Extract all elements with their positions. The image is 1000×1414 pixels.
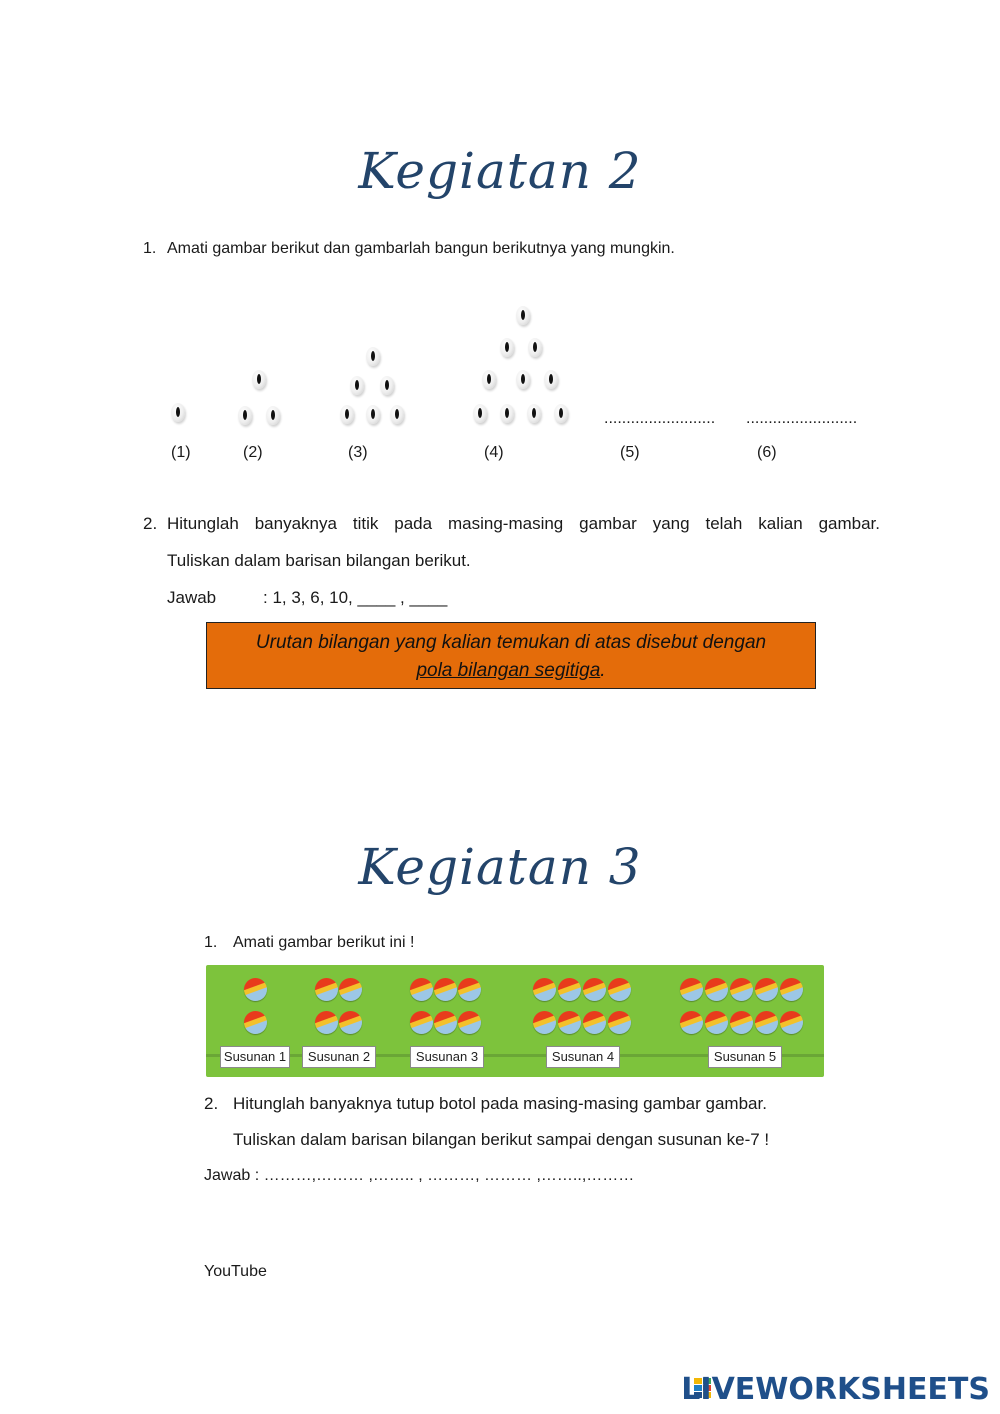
k3-q2-line1: Hitunglah banyaknya tutup botol pada masing-masing gambar gambar.: [233, 1094, 767, 1113]
note-line1: Urutan bilangan yang kalian temukan di atas disebut dengan: [255, 632, 767, 653]
bottle-cap: [533, 1011, 556, 1034]
k2-q2-line1: Hitunglah banyaknya titik pada masing-masing gambar yang telah kalian gambar.: [167, 514, 880, 533]
bottle-cap: [730, 978, 753, 1001]
bottle-cap: [608, 978, 631, 1001]
dot: [500, 338, 514, 357]
bottle-cap: [244, 978, 267, 1001]
dot: [366, 405, 380, 424]
dot: [350, 376, 364, 395]
dot: [473, 404, 487, 423]
bottle-cap: [410, 1011, 433, 1034]
bottle-cap: [780, 978, 803, 1001]
bottle-cap: [315, 978, 338, 1001]
dot: [340, 405, 354, 424]
caption-susunan-5: Susunan 5: [708, 1046, 782, 1068]
bottle-cap: [558, 978, 581, 1001]
pattern-label-1: (1): [171, 444, 191, 461]
dot: [516, 370, 530, 389]
bottle-cap: [680, 978, 703, 1001]
k2-q2-line2: Tuliskan dalam barisan bilangan berikut.: [167, 551, 471, 570]
dot: [544, 370, 558, 389]
bottle-cap: [780, 1011, 803, 1034]
blank-pattern-5[interactable]: .........................: [604, 410, 716, 427]
k2-q2-number: 2.: [143, 514, 158, 533]
note-line2: [207, 657, 815, 685]
pattern-label-6: (6): [757, 444, 777, 461]
bottle-cap: [339, 978, 362, 1001]
bottle-cap: [315, 1011, 338, 1034]
dot: [528, 338, 542, 357]
youtube-link[interactable]: YouTube: [204, 1263, 267, 1280]
dot: [527, 404, 541, 423]
k3-q1-number: 1.: [204, 934, 218, 951]
caption-susunan-4: Susunan 4: [546, 1046, 620, 1068]
bottle-cap: [458, 978, 481, 1001]
note-end: .: [600, 660, 606, 681]
kegiatan3-title: Kegiatan 3: [358, 838, 642, 896]
note-box: [206, 622, 816, 689]
dot: [266, 406, 280, 425]
bottle-cap: [705, 978, 728, 1001]
dot: [482, 370, 496, 389]
dot: [500, 404, 514, 423]
bottle-cap: [244, 1011, 267, 1034]
dot: [390, 405, 404, 424]
bottle-cap: [434, 1011, 457, 1034]
bottle-cap: [755, 1011, 778, 1034]
k2-q1-number: 1.: [143, 240, 157, 257]
pattern-label-2: (2): [243, 444, 263, 461]
dot: [366, 347, 380, 366]
bottle-cap: [339, 1011, 362, 1034]
bottle-cap: [458, 1011, 481, 1034]
pattern-label-3: (3): [348, 444, 368, 461]
k3-q1-text: Amati gambar berikut ini !: [233, 934, 415, 951]
bottle-cap: [533, 978, 556, 1001]
dot: [380, 376, 394, 395]
k2-jawab-label: Jawab: [167, 588, 217, 607]
bottle-cap: [583, 978, 606, 1001]
note-term: pola bilangan segitiga: [416, 660, 601, 681]
dot: [238, 406, 252, 425]
kegiatan2-title: Kegiatan 2: [358, 142, 642, 200]
bottle-cap: [705, 1011, 728, 1034]
bottle-cap: [755, 978, 778, 1001]
dot: [171, 403, 185, 422]
bottle-cap: [730, 1011, 753, 1034]
k2-q1-text: Amati gambar berikut dan gambarlah bangun berikutnya yang mungkin.: [167, 240, 675, 257]
pattern-label-5: (5): [620, 444, 640, 461]
dot: [516, 306, 530, 325]
k3-jawab-answer[interactable]: Jawab : ………,……… ,…….. , ………, ……… ,……..,………: [204, 1167, 635, 1184]
bottle-cap: [558, 1011, 581, 1034]
bottle-cap: [434, 978, 457, 1001]
pattern-label-4: (4): [484, 444, 504, 461]
k2-jawab-answer[interactable]: : 1, 3, 6, 10, ____ , ____: [263, 588, 448, 607]
k3-q2-line2: Tuliskan dalam barisan bilangan berikut sampai dengan susunan ke-7 !: [233, 1130, 770, 1149]
liveworksheets-logo[interactable]: LIVEWORKSHEETS: [681, 1372, 990, 1407]
caption-susunan-3: Susunan 3: [410, 1046, 484, 1068]
dot: [554, 404, 568, 423]
bottle-cap: [680, 1011, 703, 1034]
k3-q2-number: 2.: [204, 1094, 219, 1113]
blank-pattern-6[interactable]: .........................: [746, 410, 858, 427]
bottle-cap: [608, 1011, 631, 1034]
dot: [252, 370, 266, 389]
caption-susunan-1: Susunan 1: [220, 1046, 290, 1068]
bottle-cap: [583, 1011, 606, 1034]
bottle-cap: [410, 978, 433, 1001]
caption-susunan-2: Susunan 2: [302, 1046, 376, 1068]
